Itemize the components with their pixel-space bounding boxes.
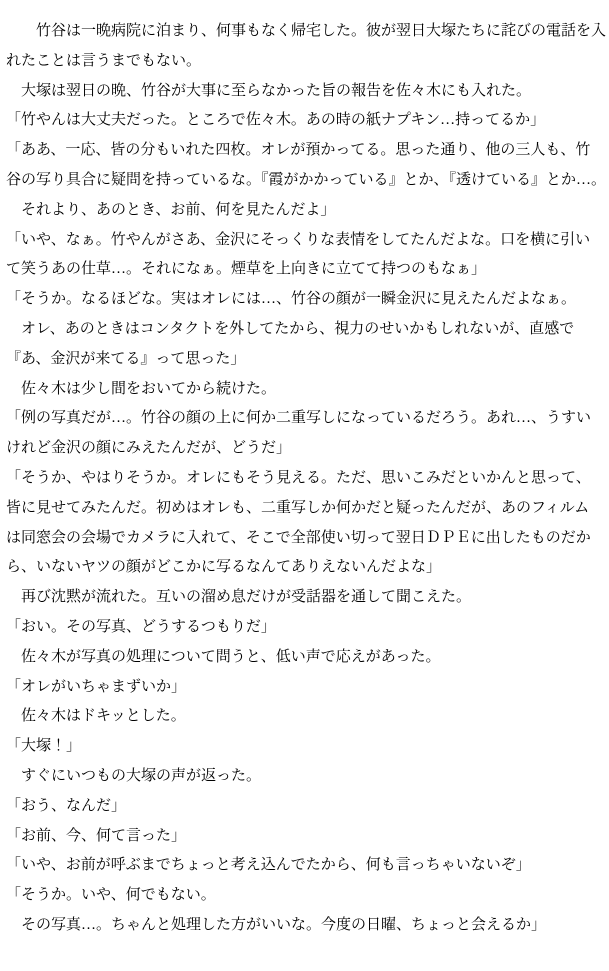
text-line: 「いや、お前が呼ぶまでちょっと考え込んでたから、何も言っちゃいないぞ」 (6, 857, 531, 874)
text-line: 佐々木はドキッとした。 (6, 708, 186, 725)
text-line: れたことは言うまでもない。 (6, 52, 202, 69)
text-line: その写真…。ちゃんと処理した方がいいな。今度の日曜、ちょっと会えるか」 (6, 916, 547, 933)
text-line: 再び沈黙が流れた。互いの溜め息だけが受話器を通して聞こえた。 (6, 589, 472, 606)
text-line: 「お前、今、何て言った」 (6, 827, 187, 844)
text-line: 「そうか。いや、何でもない。 (6, 887, 216, 904)
text-line: 「例の写真だが…。竹谷の顔の上に何か二重写しになっているだろう。あれ…、うすい (6, 410, 592, 427)
text-line: 「そうか。なるほどな。実はオレには…、竹谷の顔が一瞬金沢に見えたんだよなぁ。 (6, 291, 577, 308)
text-line: けれど金沢の顔にみえたんだが、どうだ」 (6, 440, 292, 457)
text-line: て笑うあの仕草…。それになぁ。煙草を上向きに立てて持つのもなぁ」 (6, 261, 487, 278)
text-line: 「いや、なぁ。竹やんがさあ、金沢にそっくりな表情をしてたんだよな。口を横に引い (6, 231, 591, 248)
text-line: ら、いないヤツの顔がどこかに写るなんてありえないんだよな」 (6, 559, 442, 576)
text-line: 大塚は翌日の晩、竹谷が大事に至らなかった旨の報告を佐々木にも入れた。 (6, 82, 532, 99)
text-line: 『あ、金沢が来てる』って思った」 (6, 350, 246, 367)
text-line: 佐々木は少し間をおいてから続けた。 (6, 380, 277, 397)
text-line: オレ、あのときはコンタクトを外してたから、視力のせいかもしれないが、直感で (6, 320, 575, 337)
text-body (6, 17, 607, 941)
text-line: 「おう、なんだ」 (6, 797, 127, 814)
text-line: 佐々木が写真の処理について問うと、低い声で応えがあった。 (6, 648, 441, 665)
text-line: 「おい。その写真、どうするつもりだ」 (6, 618, 276, 635)
text-line: 「そうか、やはりそうか。オレにもそう見える。ただ、思いこみだといかんと思って、 (6, 469, 591, 486)
text-line: 皆に見せてみたんだ。初めはオレも、二重写しか何かだと疑ったんだが、あのフィルム (6, 499, 590, 516)
text-line: すぐにいつもの大塚の声が返った。 (6, 767, 262, 784)
text-line: 「ああ、一応、皆の分もいれた四枚。オレが預かってる。思った通り、他の三人も、竹 (6, 142, 591, 159)
text-line: 「大塚！」 (6, 738, 82, 755)
text-line: 「竹やんは大丈夫だった。ところで佐々木。あの時の紙ナプキン…持ってるか」 (6, 112, 546, 129)
text-line: それより、あのとき、お前、何を見たんだよ」 (6, 201, 336, 218)
text-line: 「オレがいちゃまずいか」 (6, 678, 187, 695)
text-line: は同窓会の会場でカメラに入れて、そこで全部使い切って翌日ＤＰＥに出したものだか (6, 529, 591, 546)
text-line: 竹谷は一晩病院に泊まり、何事もなく帰宅した。彼が翌日大塚たちに詫びの電話を入 (6, 23, 607, 39)
text-line: 谷の写り具合に疑問を持っているな。『霞がかかっている』とか、『透けている』とか…。 (6, 171, 607, 188)
